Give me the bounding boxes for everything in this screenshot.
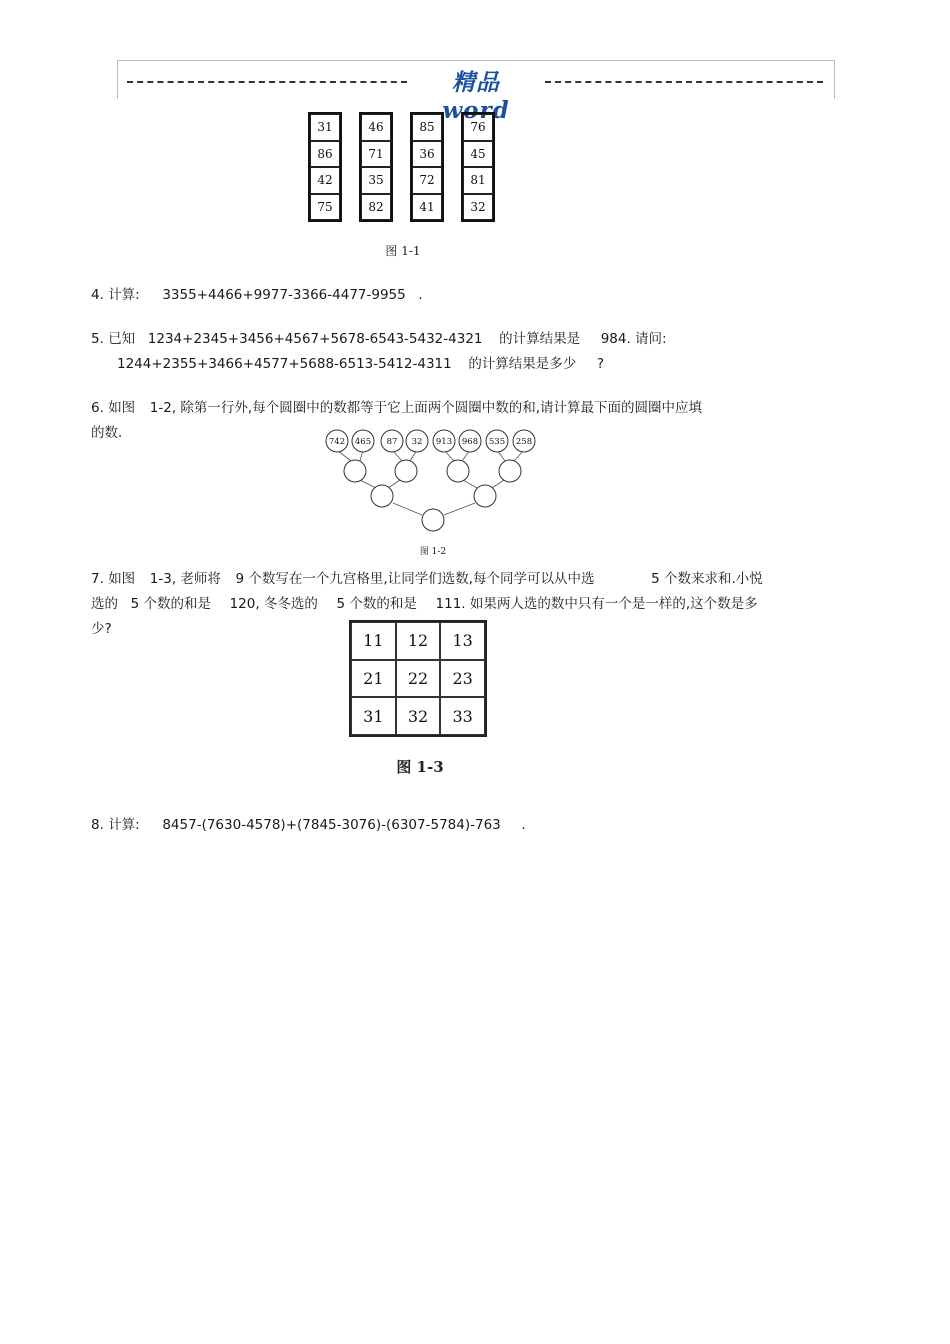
fig1-1-cell: 85 bbox=[412, 114, 442, 141]
question-label: 计算: bbox=[108, 817, 140, 833]
fig1-1-cell: 81 bbox=[463, 167, 493, 194]
question-number: 8. bbox=[91, 817, 104, 833]
value: 9 bbox=[235, 571, 245, 587]
question-text: 选的 bbox=[91, 596, 118, 612]
question-text: 除第一行外,每个圆圈中的数都等于它上面两个圆圈中数的和,请计算最下面的圆圈中应填 bbox=[180, 400, 703, 416]
header-title: 精品 word bbox=[442, 69, 510, 124]
fig1-2-top-value: 32 bbox=[411, 437, 423, 447]
fig1-1-column-1 bbox=[308, 112, 342, 222]
question-5-line-2 bbox=[117, 352, 604, 372]
question-number: 5. bbox=[91, 331, 104, 347]
question-text: 如图 bbox=[108, 400, 136, 416]
question-number: 6. bbox=[91, 400, 104, 416]
fig1-2-top-value: 535 bbox=[488, 437, 506, 447]
question-7-line-1 bbox=[91, 567, 763, 587]
fig1-1-cell: 41 bbox=[412, 194, 442, 221]
fig1-2-empty-circle bbox=[499, 460, 521, 482]
grid-cell: 32 bbox=[396, 697, 441, 735]
question-8 bbox=[91, 813, 526, 833]
figure-ref: 1-3, bbox=[149, 571, 177, 587]
question-text: 个数的和是 bbox=[143, 596, 211, 612]
question-text: 少? bbox=[91, 621, 112, 637]
value: 5 bbox=[336, 596, 346, 612]
fig1-2-top-value: 742 bbox=[328, 437, 346, 447]
fig1-2-empty-circle bbox=[447, 460, 469, 482]
fig1-1-cell: 72 bbox=[412, 167, 442, 194]
fig1-2-top-value: 913 bbox=[435, 437, 453, 447]
fig1-3-caption: 图 1-3 bbox=[396, 758, 444, 776]
value: 111. bbox=[435, 596, 466, 612]
grid-cell: 12 bbox=[396, 622, 441, 660]
grid-cell: 31 bbox=[351, 697, 396, 735]
period: . bbox=[521, 817, 526, 833]
question-5-line-1 bbox=[91, 327, 667, 347]
fig1-1-cell: 35 bbox=[361, 167, 391, 194]
expression: 8457-(7630-4578)+(7845-3076)-(6307-5784)-763 bbox=[162, 817, 501, 833]
fig1-1-cell: 76 bbox=[463, 114, 493, 141]
value: 5 bbox=[130, 596, 140, 612]
question-6-line-2 bbox=[91, 421, 122, 441]
period: . bbox=[418, 287, 423, 303]
header-dashed-rule-left bbox=[127, 81, 407, 83]
question-number: 7. bbox=[91, 571, 104, 587]
fig1-1-column-4 bbox=[461, 112, 495, 222]
question-text: 已知 bbox=[108, 331, 136, 347]
fig1-1-cell: 32 bbox=[463, 194, 493, 221]
question-number: 4. bbox=[91, 287, 104, 303]
fig1-3-number-grid bbox=[349, 620, 487, 737]
fig1-2-empty-circle bbox=[344, 460, 366, 482]
fig1-1-cell: 45 bbox=[463, 141, 493, 168]
value: 120, bbox=[229, 596, 260, 612]
grid-cell: 21 bbox=[351, 660, 396, 698]
fig1-2-top-value: 465 bbox=[354, 437, 372, 447]
expression: 1234+2345+3456+4567+5678-6543-5432-4321 bbox=[147, 331, 483, 347]
fig1-1-cell: 75 bbox=[310, 194, 340, 221]
fig1-1-cell: 82 bbox=[361, 194, 391, 221]
question-7-line-2 bbox=[91, 592, 758, 612]
question-7-line-3 bbox=[91, 617, 112, 637]
question-text: 的计算结果是多少 bbox=[468, 356, 577, 372]
fig1-2-empty-circle bbox=[395, 460, 417, 482]
question-4 bbox=[91, 283, 423, 303]
question-text: 的数. bbox=[91, 425, 123, 441]
question-text: 的计算结果是 bbox=[499, 331, 581, 347]
fig1-1-cell: 46 bbox=[361, 114, 391, 141]
fig1-2-top-value: 87 bbox=[386, 437, 398, 447]
fig1-1-cell: 36 bbox=[412, 141, 442, 168]
fig1-2-caption: 图 1-2 bbox=[419, 547, 447, 557]
question-label: 计算: bbox=[108, 287, 140, 303]
question-text: 如图 bbox=[108, 571, 136, 587]
expression: 3355+4466+9977-3366-4477-9955 bbox=[162, 287, 406, 303]
fig1-1-cell: 42 bbox=[310, 167, 340, 194]
fig1-2-empty-circle bbox=[474, 485, 496, 507]
question-text: 个数的和是 bbox=[349, 596, 417, 612]
fig1-2-empty-circle bbox=[371, 485, 393, 507]
grid-cell: 11 bbox=[351, 622, 396, 660]
question-text: 请问: bbox=[635, 331, 667, 347]
question-text: 个数来求和.小悦 bbox=[663, 571, 763, 587]
expression: 1244+2355+3466+4577+5688-6513-5412-4311 bbox=[117, 356, 452, 372]
grid-cell: 13 bbox=[440, 622, 485, 660]
question-mark: ? bbox=[596, 356, 605, 372]
fig1-2-top-value: 258 bbox=[515, 437, 533, 447]
figure-ref: 1-2, bbox=[149, 400, 177, 416]
fig1-2-circle-tree bbox=[320, 428, 545, 534]
question-text: 冬冬选的 bbox=[263, 596, 318, 612]
grid-cell: 33 bbox=[440, 697, 485, 735]
grid-cell: 22 bbox=[396, 660, 441, 698]
fig1-1-cell: 86 bbox=[310, 141, 340, 168]
fig1-1-column-2 bbox=[359, 112, 393, 222]
question-text: 老师将 bbox=[180, 571, 221, 587]
fig1-1-column-3 bbox=[410, 112, 444, 222]
question-text: 个数写在一个九宫格里,让同学们选数,每个同学可以从中选 bbox=[248, 571, 595, 587]
fig1-1-cell: 71 bbox=[361, 141, 391, 168]
question-text: 如果两人选的数中只有一个是一样的,这个数是多 bbox=[469, 596, 758, 612]
fig1-1-cell: 31 bbox=[310, 114, 340, 141]
fig1-2-bottom-circle bbox=[422, 509, 444, 531]
value: 5 bbox=[651, 571, 660, 587]
fig1-2-top-value: 968 bbox=[461, 437, 479, 447]
header-dashed-rule-right bbox=[545, 81, 823, 83]
value: 984. bbox=[600, 331, 631, 347]
grid-cell: 23 bbox=[440, 660, 485, 698]
fig1-1-caption: 图 1-1 bbox=[385, 244, 421, 258]
question-6-line-1 bbox=[91, 396, 702, 416]
